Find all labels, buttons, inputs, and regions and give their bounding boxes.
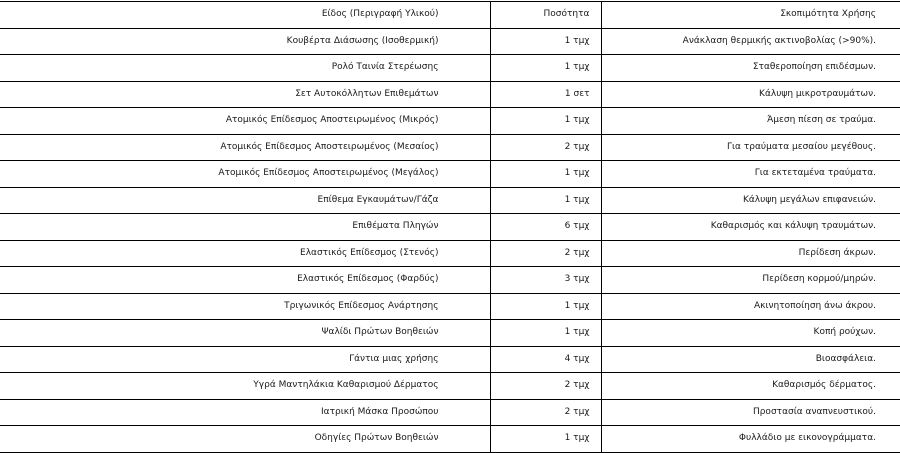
cell-purpose: Ακινητοποίηση άνω άκρου. <box>601 293 900 320</box>
table-row <box>0 293 900 320</box>
cell-item: Τριγωνικός Επίδεσμος Ανάρτησης <box>0 293 490 320</box>
cell-item: Ρολό Ταινία Στερέωσης <box>0 55 490 82</box>
header-row <box>0 2 900 29</box>
cell-quantity: 1 τμχ <box>490 108 601 135</box>
table-row <box>0 214 900 241</box>
cell-purpose: Σταθεροποίηση επιδέσμων. <box>601 55 900 82</box>
table-row <box>0 134 900 161</box>
cell-item: Ατομικός Επίδεσμος Αποστειρωμένος (Μεσαίος) <box>0 134 490 161</box>
cell-item: Οδηγίες Πρώτων Βοηθειών <box>0 426 490 453</box>
cell-purpose: Περίδεση κορμού/μηρών. <box>601 267 900 294</box>
cell-quantity: 6 τμχ <box>490 214 601 241</box>
table-row <box>0 320 900 347</box>
cell-item: Ιατρική Μάσκα Προσώπου <box>0 399 490 426</box>
table-row <box>0 373 900 400</box>
table-row <box>0 346 900 373</box>
table-row <box>0 55 900 82</box>
cell-purpose: Κάλυψη μικροτραυμάτων. <box>601 81 900 108</box>
cell-purpose: Κάλυψη μεγάλων επιφανειών. <box>601 187 900 214</box>
table-row <box>0 426 900 453</box>
cell-purpose: Προστασία αναπνευστικού. <box>601 399 900 426</box>
cell-purpose: Φυλλάδιο με εικονογράμματα. <box>601 426 900 453</box>
cell-item: Κουβέρτα Διάσωσης (Ισοθερμική) <box>0 28 490 55</box>
table-row <box>0 81 900 108</box>
cell-quantity: 2 τμχ <box>490 240 601 267</box>
table-row <box>0 240 900 267</box>
cell-purpose: Κοπή ρούχων. <box>601 320 900 347</box>
cell-quantity: 4 τμχ <box>490 346 601 373</box>
first-aid-kit-table <box>0 1 900 453</box>
header-quantity: Ποσότητα <box>490 2 601 29</box>
cell-purpose: Βιοασφάλεια. <box>601 346 900 373</box>
cell-purpose: Περίδεση άκρων. <box>601 240 900 267</box>
cell-quantity: 2 τμχ <box>490 134 601 161</box>
table-row <box>0 267 900 294</box>
cell-item: Ατομικός Επίδεσμος Αποστειρωμένος (Μεγάλος) <box>0 161 490 188</box>
cell-quantity: 1 τμχ <box>490 28 601 55</box>
table-row <box>0 161 900 188</box>
cell-item: Ελαστικός Επίδεσμος (Φαρδύς) <box>0 267 490 294</box>
cell-quantity: 1 τμχ <box>490 161 601 188</box>
cell-quantity: 1 τμχ <box>490 187 601 214</box>
cell-item: Επίθεμα Εγκαυμάτων/Γάζα <box>0 187 490 214</box>
table-row <box>0 399 900 426</box>
cell-quantity: 2 τμχ <box>490 373 601 400</box>
cell-item: Ψαλίδι Πρώτων Βοηθειών <box>0 320 490 347</box>
cell-purpose: Ανάκλαση θερμικής ακτινοβολίας (>90%). <box>601 28 900 55</box>
cell-purpose: Για τραύματα μεσαίου μεγέθους. <box>601 134 900 161</box>
cell-quantity: 1 τμχ <box>490 320 601 347</box>
cell-quantity: 2 τμχ <box>490 399 601 426</box>
cell-quantity: 3 τμχ <box>490 267 601 294</box>
cell-item: Ελαστικός Επίδεσμος (Στενός) <box>0 240 490 267</box>
cell-quantity: 1 τμχ <box>490 426 601 453</box>
table-row <box>0 187 900 214</box>
cell-item: Ατομικός Επίδεσμος Αποστειρωμένος (Μικρός) <box>0 108 490 135</box>
table-header <box>0 2 900 29</box>
cell-item: Υγρά Μαντηλάκια Καθαρισμού Δέρματος <box>0 373 490 400</box>
cell-item: Σετ Αυτοκόλλητων Επιθεμάτων <box>0 81 490 108</box>
cell-item: Επιθέματα Πληγών <box>0 214 490 241</box>
cell-purpose: Για εκτεταμένα τραύματα. <box>601 161 900 188</box>
cell-quantity: 1 σετ <box>490 81 601 108</box>
cell-purpose: Καθαρισμός και κάλυψη τραυμάτων. <box>601 214 900 241</box>
cell-quantity: 1 τμχ <box>490 55 601 82</box>
cell-item: Γάντια μιας χρήσης <box>0 346 490 373</box>
table-row <box>0 108 900 135</box>
table-row <box>0 28 900 55</box>
header-item: Είδος (Περιγραφή Υλικού) <box>0 2 490 29</box>
header-purpose: Σκοπιμότητα Χρήσης <box>601 2 900 29</box>
cell-quantity: 1 τμχ <box>490 293 601 320</box>
table-body <box>0 28 900 452</box>
cell-purpose: Άμεση πίεση σε τραύμα. <box>601 108 900 135</box>
cell-purpose: Καθαρισμός δέρματος. <box>601 373 900 400</box>
